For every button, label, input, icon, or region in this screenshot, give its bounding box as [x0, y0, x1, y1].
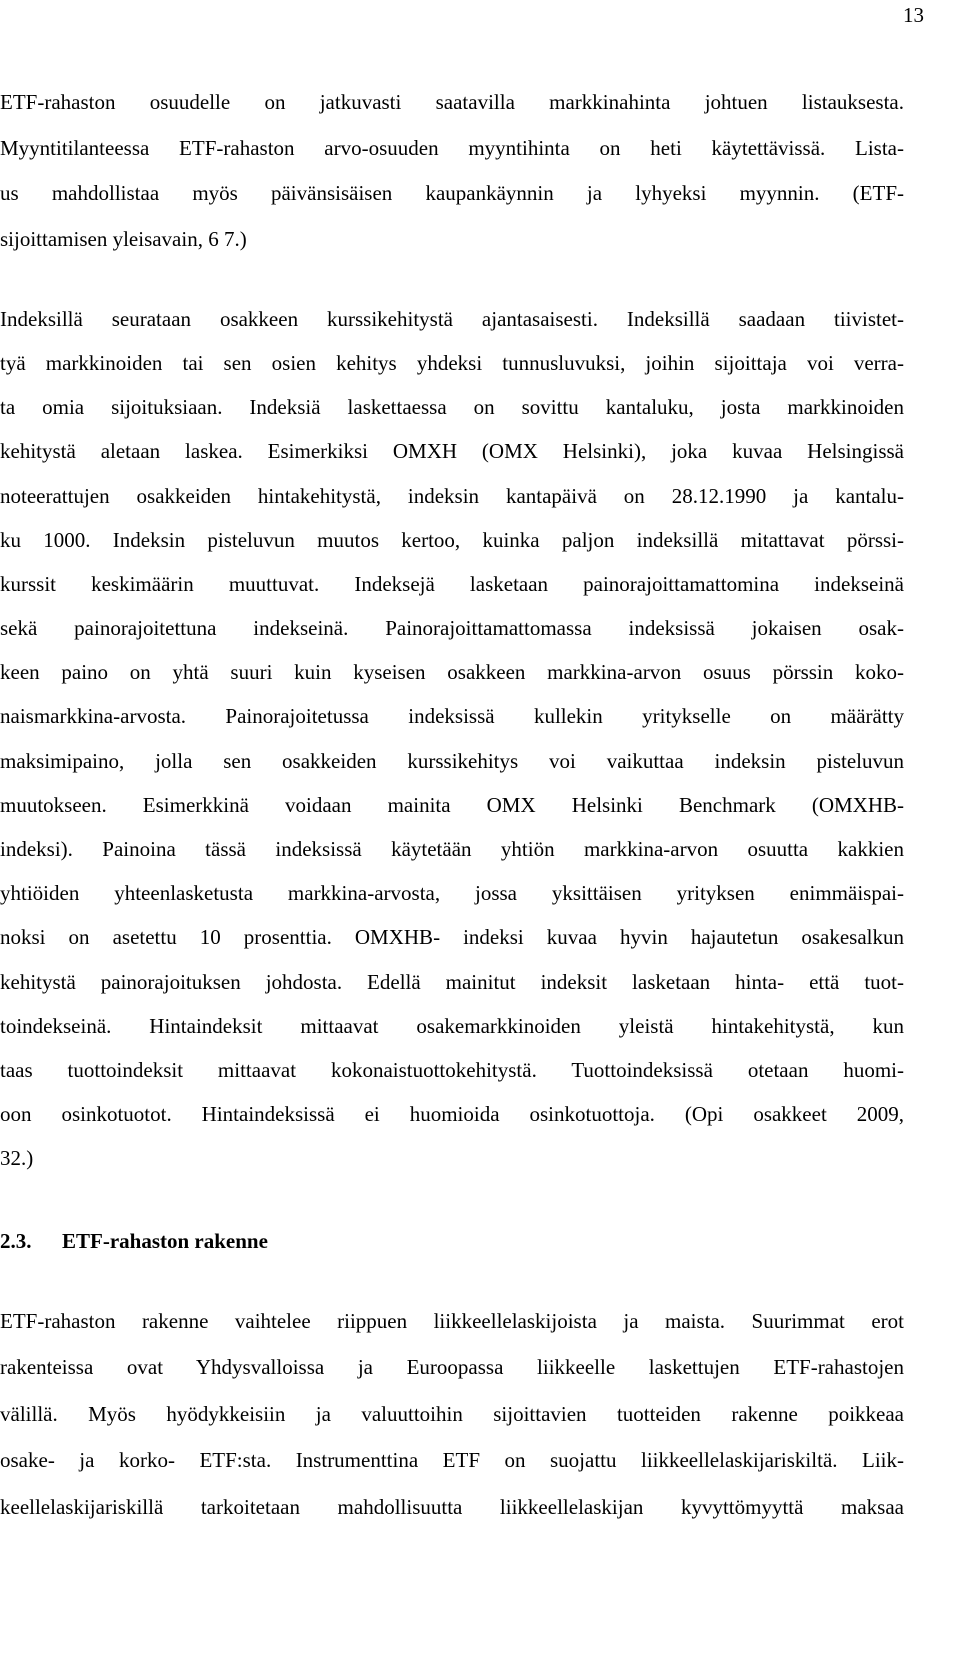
paragraph-etf-structure [0, 1298, 904, 1531]
text-line: kurssit keskimäärin muuttuvat. Indeksejä lasketaan painorajoittamattomina indekseinä [0, 571, 904, 596]
text-line: muutokseen. Esimerkkinä voidaan mainita OMX Helsinki Benchmark (OMXHB- [0, 792, 904, 817]
text-line: yhtiöiden yhteenlasketusta markkina-arvosta, jossa yksittäisen yrityksen enimmäispai- [0, 881, 904, 906]
text-line: kehitystä aletaan laskea. Esimerkiksi OMXH (OMX Helsinki), joka kuvaa Helsingissä [0, 439, 904, 464]
text-line: naismarkkina-arvosta. Painorajoitetussa indeksissä kullekin yritykselle on määrätty [0, 704, 904, 729]
text-line: toindekseinä. Hintaindeksit mittaavat osakemarkkinoiden yleistä hintakehitystä, kun [0, 1013, 904, 1038]
text-line: maksimipaino, jolla sen osakkeiden kurssikehitys voi vaikuttaa indeksin pisteluvun [0, 748, 904, 773]
section-title: ETF-rahaston rakenne [62, 1228, 268, 1253]
text-line: noteerattujen osakkeiden hintakehitystä, indeksin kantapäivä on 28.12.1990 ja kantalu- [0, 483, 904, 508]
text-line: indeksi). Painoina tässä indeksissä käytetään yhtiön markkina-arvon osuutta kakkien [0, 837, 904, 861]
text-line: ETF-rahaston rakenne vaihtelee riippuen liikkeellelaskijoista ja maista. Suurimmat erot [0, 1308, 904, 1333]
section-heading [0, 1226, 904, 1256]
text-line: ta omia sijoituksiaan. Indeksiä laskettaessa on sovittu kantaluku, josta markkinoiden [0, 395, 904, 420]
text-line: tyä markkinoiden tai sen osien kehitys yhdeksi tunnusluvuksi, joihin sijoittaja voi verra- [0, 350, 904, 375]
text-line: keellelaskijariskillä tarkoitetaan mahdollisuutta liikkeellelaskijan kyvyttömyyttä maksaa [0, 1494, 904, 1519]
text-line: noksi on asetettu 10 prosenttia. OMXHB- indeksi kuvaa hyvin hajautetun osakesalkun [0, 925, 904, 950]
text-line: osake- ja korko- ETF:sta. Instrumenttina ETF on suojattu liikkeellelaskijariskiltä. Liik- [0, 1448, 904, 1473]
paragraph-indices [0, 297, 904, 1181]
text-line: välillä. Myös hyödykkeisiin ja valuuttoihin sijoittavien tuotteiden rakenne poikkeaa [0, 1401, 904, 1426]
text-line: keen paino on yhtä suuri kuin kyseisen osakkeen markkina-arvon osuus pörssin koko- [0, 660, 904, 685]
document-body [0, 80, 904, 1530]
paragraph-etf-listing [0, 80, 904, 263]
page-number: 13 [903, 3, 924, 27]
text-line: Indeksillä seurataan osakkeen kurssikehitystä ajantasaisesti. Indeksillä saadaan tiivistet- [0, 306, 904, 331]
section-number: 2.3. [0, 1228, 32, 1253]
text-line: Myyntitilanteessa ETF-rahaston arvo-osuuden myyntihinta on heti käytettävissä. Lista- [0, 135, 904, 160]
text-line: kehitystä painorajoituksen johdosta. Edellä mainitut indeksit lasketaan hinta- että tuot- [0, 969, 904, 994]
text-line: rakenteissa ovat Yhdysvalloissa ja Euroopassa liikkeelle laskettujen ETF-rahastojen [0, 1355, 904, 1380]
text-line: sekä painorajoitettuna indekseinä. Painorajoittamattomassa indeksissä jokaisen osak- [0, 616, 904, 641]
text-line: us mahdollistaa myös päivänsisäisen kaupankäynnin ja lyhyeksi myynnin. (ETF- [0, 181, 904, 206]
text-line: sijoittamisen yleisavain, 6 7.) [0, 227, 247, 252]
text-line: ku 1000. Indeksin pisteluvun muutos kertoo, kuinka paljon indeksillä mitattavat pörssi- [0, 527, 904, 552]
text-line: 32.) [0, 1146, 34, 1171]
text-line: oon osinkotuotot. Hintaindeksissä ei huomioida osinkotuottoja. (Opi osakkeet 2009, [0, 1102, 904, 1127]
text-line: taas tuottoindeksit mittaavat kokonaistuottokehitystä. Tuottoindeksissä otetaan huomi- [0, 1057, 904, 1082]
text-line: ETF-rahaston osuudelle on jatkuvasti saatavilla markkinahinta johtuen listauksesta. [0, 90, 904, 114]
